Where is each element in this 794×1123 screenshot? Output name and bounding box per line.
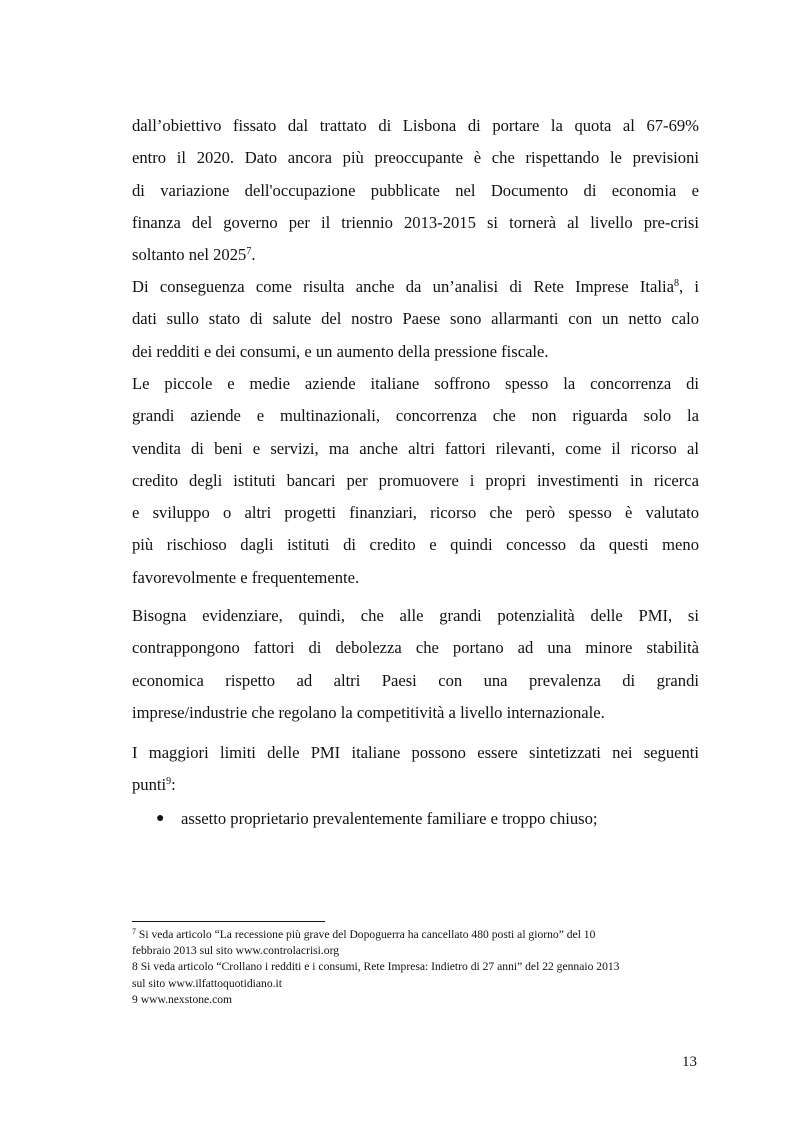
- footnote-line: febbraio 2013 sul sito www.controlacrisi.org: [132, 944, 340, 958]
- text-line-suffix: .: [251, 245, 256, 265]
- text-line: [132, 239, 699, 271]
- page-number: 13: [682, 1054, 697, 1070]
- footnote-marker: 7: [132, 927, 136, 936]
- text-line-suffix: :: [171, 775, 176, 795]
- text-line: dei redditi e dei consumi, e un aumento della pressione fiscale.: [132, 341, 549, 361]
- text-line: credito degli istituti bancari per promuovere i propri investimenti in ricerca: [132, 470, 699, 490]
- text-line: dati sullo stato di salute del nostro Paese sono allarmanti con un netto calo: [132, 309, 699, 329]
- footnote-text: www.nexstone.com: [140, 992, 233, 1006]
- paragraph-2: [132, 271, 699, 368]
- footnote-8: [132, 959, 699, 975]
- text-line: I maggiori limiti delle PMI italiane possono essere sintetizzati nei seguenti: [132, 743, 699, 762]
- text-line: di variazione dell'occupazione pubblicate nel Documento di economia e: [132, 180, 699, 200]
- footnote-marker: 8: [132, 960, 138, 974]
- text-line-content: Di conseguenza come risulta anche da un’analisi di Rete Imprese Italia: [132, 277, 674, 296]
- text-line: entro il 2020. Dato ancora più preoccupante è che rispettando le previsioni: [132, 148, 699, 168]
- text-line: dall’obiettivo fissato dal trattato di Lisbona di portare la quota al 67-69%: [132, 116, 699, 135]
- text-line: favorevolmente e frequentemente.: [132, 567, 360, 587]
- paragraph-1: [132, 110, 699, 271]
- paragraph-5: [132, 737, 699, 802]
- footnote-ref-8[interactable]: 8: [673, 278, 679, 289]
- footnote-text: Si veda articolo “Crollano i redditi e i consumi, Rete Impresa: Indietro di 27 anni” del 22 gennaio 2013: [140, 960, 620, 974]
- text-line-content: punti: [132, 775, 167, 795]
- text-line: contrappongono fattori di debolezza che portano ad una minore stabilità: [132, 638, 699, 658]
- text-line: economica rispetto ad altri Paesi con una prevalenza di grandi: [132, 670, 699, 690]
- footnote-line: sul sito www.ilfattoquotidiano.it: [132, 976, 282, 990]
- footnote-7: [132, 927, 699, 943]
- text-line: [132, 769, 699, 801]
- footnote-ref-9[interactable]: 9: [166, 776, 172, 788]
- footnote-9: [132, 992, 699, 1008]
- text-line: e sviluppo o altri progetti finanziari, ricorso che però spesso è valutato: [132, 503, 699, 523]
- text-line: finanza del governo per il triennio 2013-2015 si tornerà al livello pre-crisi: [132, 212, 699, 232]
- bullet-icon: ●: [156, 811, 165, 826]
- text-line: imprese/industrie che regolano la competitività a livello internazionale.: [132, 702, 605, 722]
- footnote-divider: [132, 921, 325, 922]
- text-line-content: soltanto nel 2025: [132, 245, 247, 265]
- text-line: Le piccole e medie aziende italiane soffrono spesso la concorrenza di: [132, 374, 699, 393]
- paragraph-3: [132, 368, 699, 594]
- text-line: vendita di beni e servizi, ma anche altri fattori rilevanti, come il ricorso al: [132, 438, 699, 458]
- footnote-marker: 9: [132, 992, 138, 1006]
- footnotes: [132, 927, 699, 1008]
- text-line: [132, 271, 699, 303]
- text-line-suffix: , i: [678, 277, 699, 296]
- text-line: più rischioso dagli istituti di credito e quindi concesso da questi meno: [132, 535, 699, 555]
- bullet-text: assetto proprietario prevalentemente familiare e troppo chiuso;: [181, 809, 598, 828]
- footnote-ref-7[interactable]: 7: [246, 246, 252, 258]
- paragraph-4: [132, 600, 699, 729]
- text-line: grandi aziende e multinazionali, concorrenza che non riguarda solo la: [132, 406, 699, 426]
- text-line: Bisogna evidenziare, quindi, che alle grandi potenzialità delle PMI, si: [132, 606, 699, 625]
- footnote-text: Si veda articolo “La recessione più grave del Dopoguerra ha cancellato 480 posti al giorno” del 10: [138, 928, 596, 941]
